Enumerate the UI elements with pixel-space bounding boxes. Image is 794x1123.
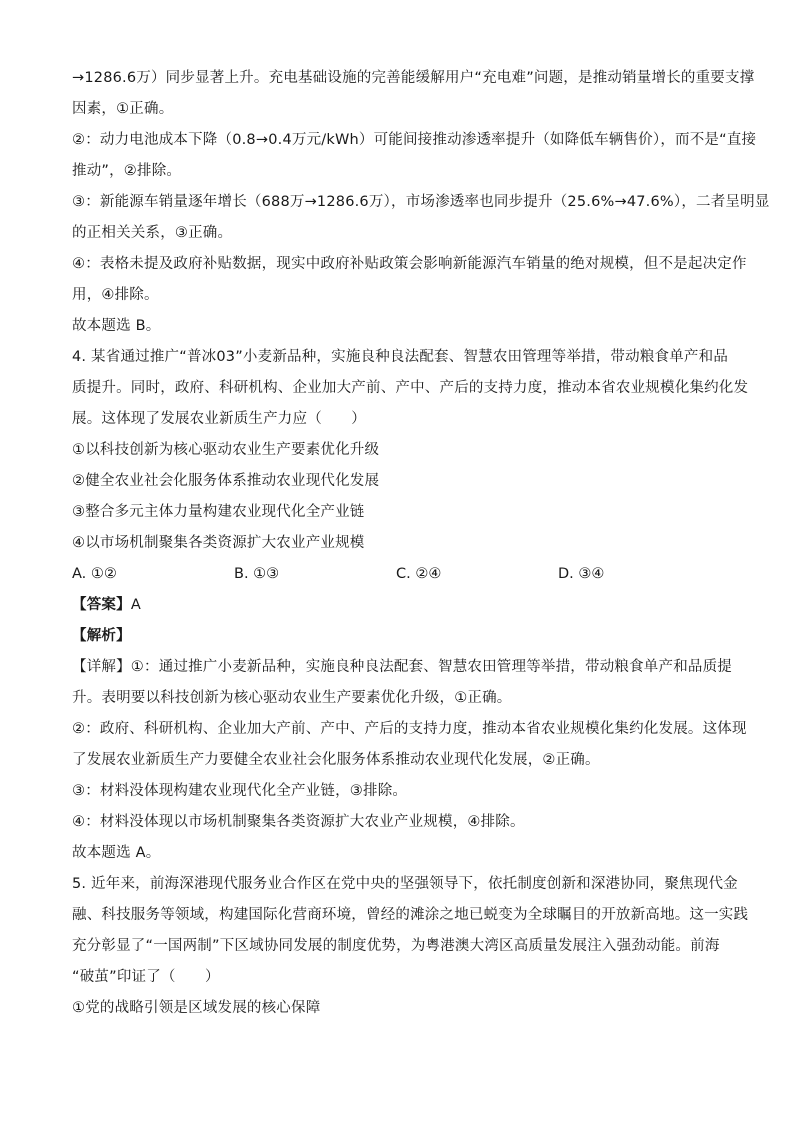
question-4-item: ②健全农业社会化服务体系推动农业现代化发展 (72, 473, 380, 489)
question-4-stem: 质提升。同时，政府、科研机构、企业加大产前、产中、产后的支持力度，推动本省农业规模化集约化发 (72, 380, 749, 396)
analysis-label: 【解析】 (72, 628, 131, 644)
text-line: ④：表格未提及政府补贴数据，现实中政府补贴政策会影响新能源汽车销量的绝对规模，但不是起决定作 (72, 256, 747, 272)
explanation-line: ②：政府、科研机构、企业加大产前、产中、产后的支持力度，推动本省农业规模化集约化发展。这体现 (72, 721, 747, 737)
explanation-line: 【详解】①：通过推广小麦新品种，实施良种良法配套、智慧农田管理等举措，带动粮食单产和品质提 (72, 659, 732, 675)
question-4-stem: 4. 某省通过推广“普冰03”小麦新品种，实施良种良法配套、智慧农田管理等举措，带动粮食单产和品 (72, 349, 729, 365)
question-4-item: ①以科技创新为核心驱动农业生产要素优化升级 (72, 442, 380, 458)
text-line: 推动”，②排除。 (72, 163, 182, 179)
explanation-line: ③：材料没体现构建农业现代化全产业链，③排除。 (72, 783, 408, 799)
question-5-stem: 5. 近年来，前海深港现代服务业合作区在党中央的坚强领导下，依托制度创新和深港协同，聚焦现代金 (72, 876, 738, 892)
text-line: 用，④排除。 (72, 287, 159, 303)
text-line: ③：新能源车销量逐年增长（688万→1286.6万），市场渗透率也同步提升（25.6%→47.6%），二者呈明显 (72, 194, 770, 210)
option-b: B. ①③ (234, 566, 280, 582)
explanation-line: 了发展农业新质生产力要健全农业社会化服务体系推动农业现代化发展，②正确。 (72, 752, 600, 768)
question-4-stem: 展。这体现了发展农业新质生产力应（ ） (72, 411, 366, 427)
answer-label: 【答案】 (72, 597, 131, 613)
text-line: →1286.6万）同步显著上升。充电基础设施的完善能缓解用户“充电难”问题，是推动销量增长的重要支撑 (72, 70, 755, 86)
conclusion-line: 故本题选 A。 (72, 845, 161, 861)
question-4-item: ③整合多元主体力量构建农业现代化全产业链 (72, 504, 365, 520)
explanation-line: ④：材料没体现以市场机制聚集各类资源扩大农业产业规模，④排除。 (72, 814, 525, 830)
explanation-line: 升。表明要以科技创新为核心驱动农业生产要素优化升级，①正确。 (72, 690, 512, 706)
option-a: A. ①② (72, 566, 117, 582)
text-line: 因素，①正确。 (72, 101, 174, 117)
question-5-stem: “破茧”印证了（ ） (72, 969, 220, 985)
question-5-stem: 充分彰显了“一国两制”下区域协同发展的制度优势，为粤港澳大湾区高质量发展注入强劲动能。前海 (72, 938, 720, 954)
answer-line (72, 590, 734, 621)
analysis-line (72, 621, 734, 652)
option-d: D. ③④ (558, 566, 605, 582)
question-4-item: ④以市场机制聚集各类资源扩大农业产业规模 (72, 535, 365, 551)
option-c: C. ②④ (396, 566, 442, 582)
question-4-options (72, 559, 734, 590)
text-line: 的正相关关系，③正确。 (72, 225, 233, 241)
text-line: ②：动力电池成本下降（0.8→0.4万元/kWh）可能间接推动渗透率提升（如降低车辆售价），而不是“直接 (72, 132, 757, 148)
conclusion-line: 故本题选 B。 (72, 318, 161, 334)
question-5-item: ①党的战略引领是区域发展的核心保障 (72, 1000, 321, 1016)
answer-value: A (130, 597, 141, 613)
question-5-stem: 融、科技服务等领域，构建国际化营商环境，曾经的滩涂之地已蜕变为全球瞩目的开放新高地。这一实践 (72, 907, 749, 923)
